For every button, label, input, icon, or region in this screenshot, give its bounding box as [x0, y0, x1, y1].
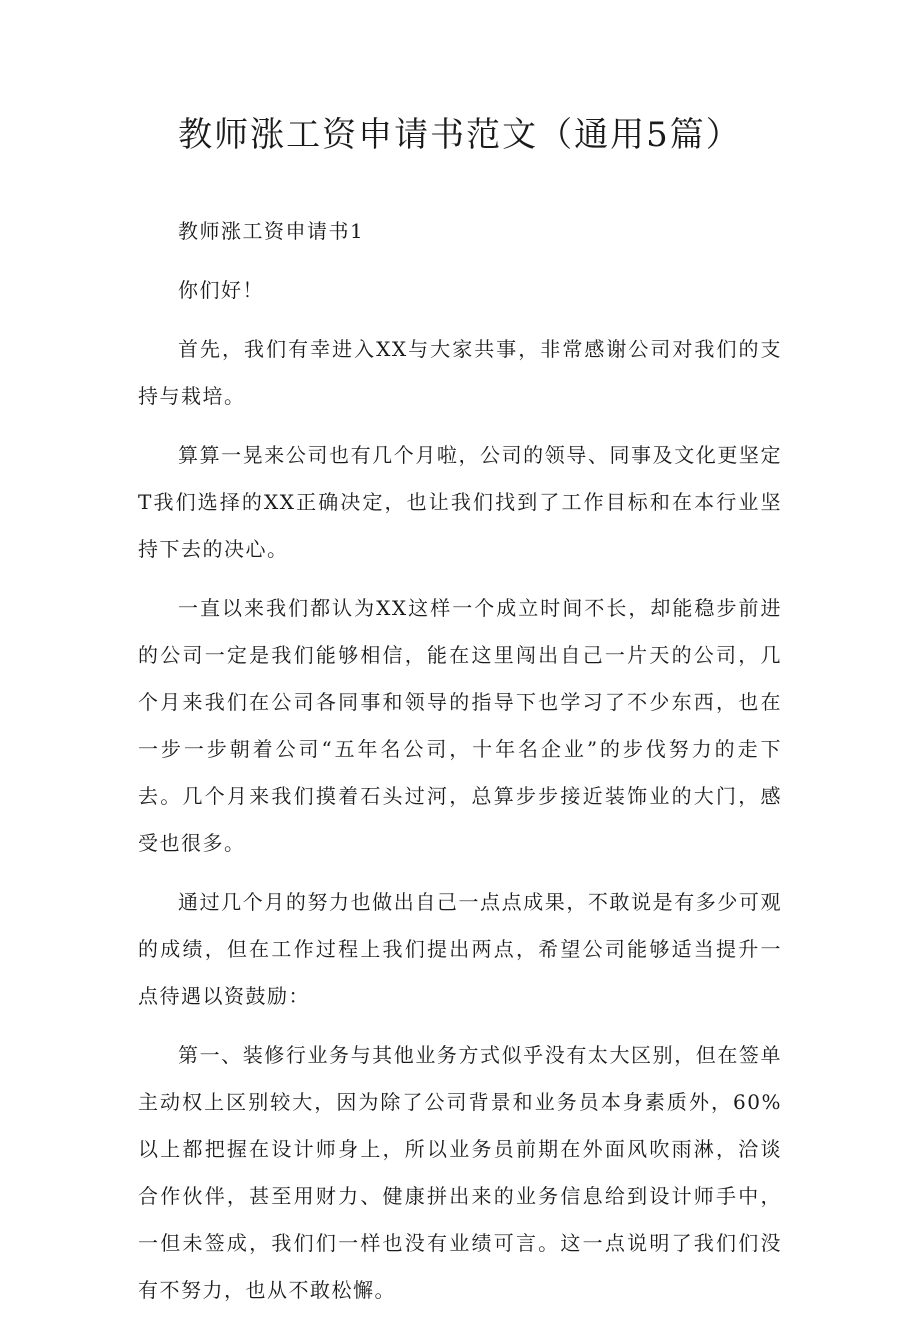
paragraph-5: 第一、装修行业务与其他业务方式似乎没有太大区别，但在签单主动权上区别较大，因为除了公司背景和业务员本身素质外，60%以上都把握在设计师身上，所以业务员前期在外面风吹雨淋，洽谈合作伙伴，甚至用财力、健康拼出来的业务信息给到设计师手中，一但未签成，我们们一样也没有业绩可言。这一点说明了我们们没有不努力，也从不敢松懈。	[138, 1043, 782, 1302]
paragraph-3: 一直以来我们都认为XX这样一个成立时间不长，却能稳步前进的公司一定是我们能够相信，能在这里闯出自己一片天的公司，几个月来我们在公司各同事和领导的指导下也学习了不少东西，也在一步一步朝着公司“五年名公司，十年名企业”的步伐努力的走下去。几个月来我们摸着石头过河，总算步步接近装饰业的大门，感受也很多。	[138, 596, 782, 855]
paragraph-4: 通过几个月的努力也做出自己一点点成果，不敢说是有多少可观的成绩，但在工作过程上我们提出两点，希望公司能够适当提升一点待遇以资鼓励：	[138, 890, 782, 1008]
paragraph-2: 算算一晃来公司也有几个月啦，公司的领导、同事及文化更坚定T我们选择的XX正确决定，也让我们找到了工作目标和在本行业坚持下去的决心。	[138, 443, 782, 561]
section-heading: 教师涨工资申请书1	[178, 219, 365, 243]
document-body	[138, 208, 782, 1326]
paragraph-1: 首先，我们有幸进入XX与大家共事，非常感谢公司对我们的支持与栽培。	[138, 337, 782, 408]
document-title: 教师涨工资申请书范文（通用5篇）	[178, 115, 742, 155]
greeting: 你们好！	[178, 278, 264, 302]
